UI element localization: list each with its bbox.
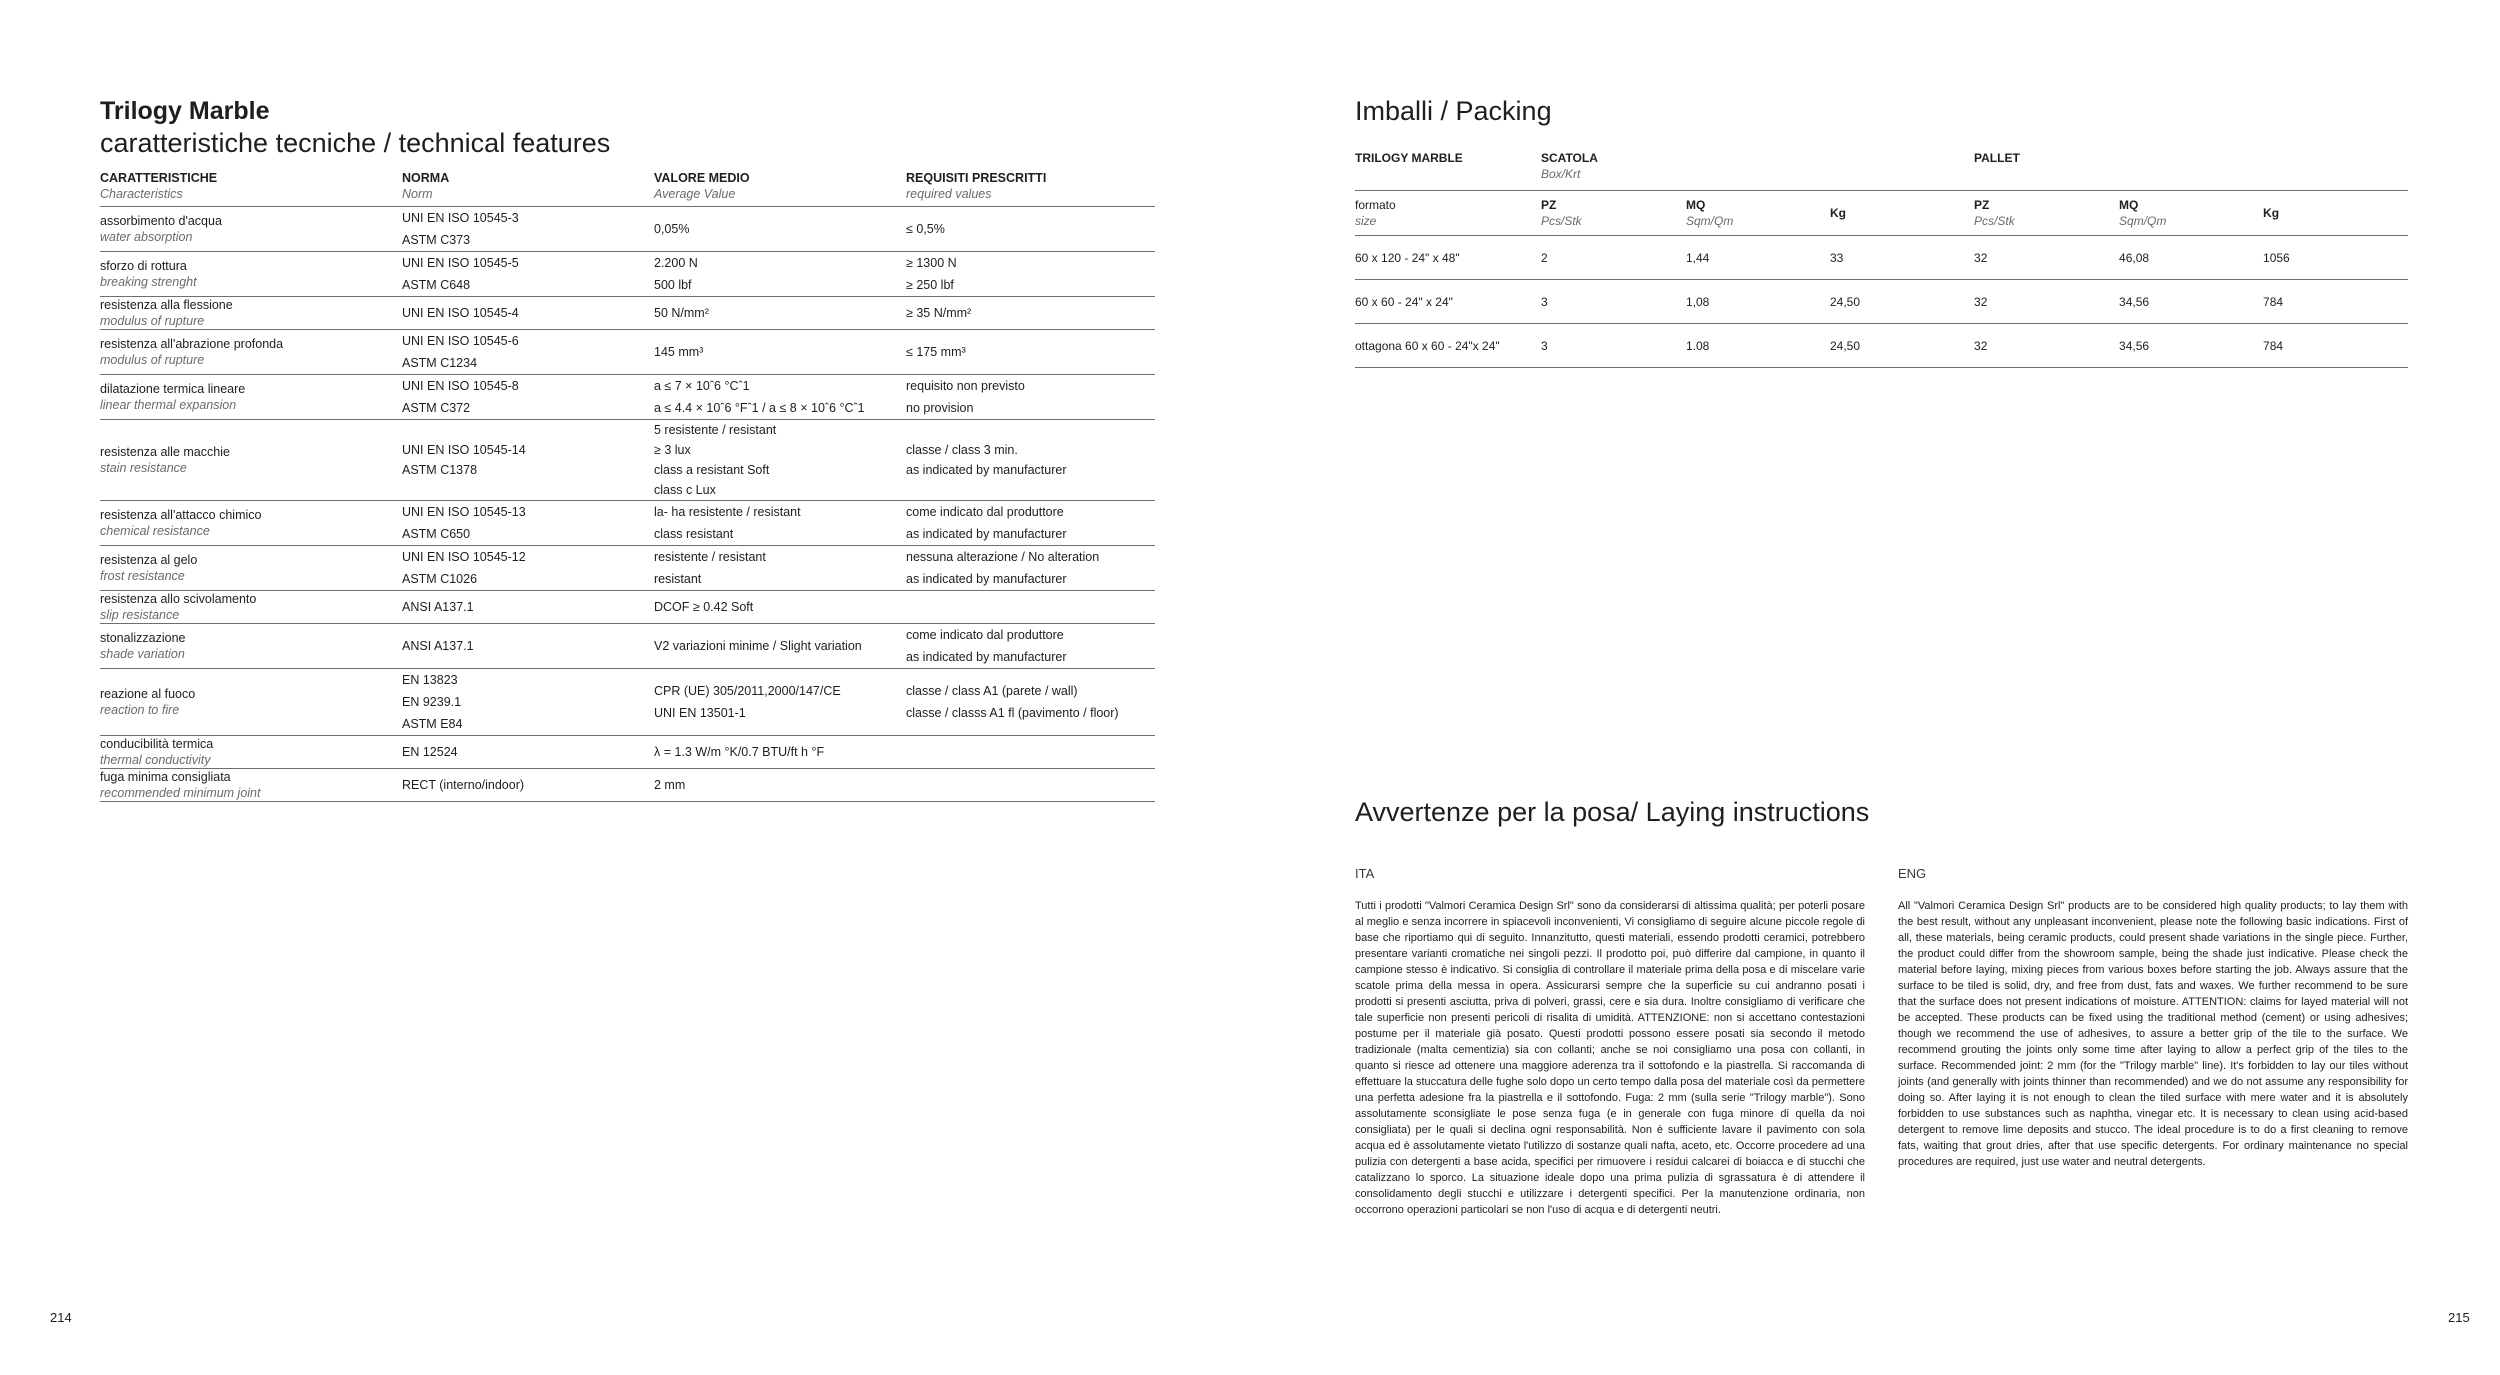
required-cell — [906, 669, 1155, 736]
value-cell — [654, 252, 906, 297]
group-box: SCATOLA Box/Krt — [1541, 151, 1598, 181]
required-cell-line: classe / classs A1 fl (pavimento / floor) — [906, 706, 1119, 720]
characteristic-it: dilatazione termica lineare — [100, 382, 246, 396]
packing-column-header-cell: MQ Sqm/Qm — [1686, 198, 1734, 228]
norm-cell — [402, 591, 654, 624]
required-cell-line: as indicated by manufacturer — [906, 650, 1067, 664]
characteristic-en: breaking strenght — [100, 275, 197, 289]
required-cell-line: as indicated by manufacturer — [906, 572, 1067, 586]
packing-cell: 33 — [1830, 250, 1844, 265]
value-cell — [654, 207, 906, 252]
required-cell-line: ≥ 1300 N — [906, 256, 957, 270]
required-cell — [906, 501, 1155, 546]
characteristic-cell — [100, 207, 402, 252]
value-cell-line: class a resistant Soft — [654, 463, 770, 477]
characteristic-en: frost resistance — [100, 569, 185, 583]
column-header-average-value: VALORE MEDIO Average Value — [654, 171, 750, 201]
value-cell-line: 2.200 N — [654, 256, 698, 270]
column-header-required-values: REQUISITI PRESCRITTI required values — [906, 171, 1047, 201]
column-header-norm: NORMA Norm — [402, 171, 450, 201]
table-row — [100, 624, 1155, 669]
norm-cell — [402, 375, 654, 420]
norm-cell — [402, 624, 654, 669]
value-cell-line: 50 N/mm² — [654, 306, 709, 320]
value-cell-line: 500 lbf — [654, 278, 692, 292]
characteristic-cell — [100, 375, 402, 420]
required-cell-line: ≤ 175 mm³ — [906, 345, 966, 359]
required-cell-line: as indicated by manufacturer — [906, 527, 1067, 541]
packing-row — [1355, 236, 2408, 280]
value-cell-line: λ = 1.3 W/m °K/0.7 BTU/ft h °F — [654, 745, 825, 759]
technical-table-header — [100, 170, 1155, 207]
value-cell-line: class c Lux — [654, 483, 716, 497]
value-cell — [654, 624, 906, 669]
norm-cell-line: ASTM C650 — [402, 527, 471, 541]
packing-column-header-cell: PZ Pcs/Stk — [1541, 198, 1582, 228]
value-cell-line: resistant — [654, 572, 702, 586]
norm-cell — [402, 669, 654, 736]
required-cell-line: come indicato dal produttore — [906, 628, 1064, 642]
packing-cell: 1,44 — [1686, 250, 1710, 265]
table-row — [100, 252, 1155, 297]
table-row — [100, 330, 1155, 375]
value-cell-line: V2 variazioni minime / Slight variation — [654, 639, 862, 653]
norm-cell-line: ASTM C1234 — [402, 356, 478, 370]
value-cell-line: resistente / resistant — [654, 550, 766, 564]
required-cell — [906, 252, 1155, 297]
value-cell-line: 5 resistente / resistant — [654, 423, 777, 437]
norm-cell-line: UNI EN ISO 10545-8 — [402, 379, 519, 393]
packing-title: Imballi / Packing — [1355, 96, 1552, 126]
required-cell — [906, 207, 1155, 252]
technical-features-subtitle: caratteristiche tecniche / technical features — [100, 128, 611, 158]
norm-cell-line: ANSI A137.1 — [402, 600, 474, 614]
packing-cell: 32 — [1974, 338, 1988, 353]
characteristic-it: stonalizzazione — [100, 631, 186, 645]
packing-group-header — [1355, 150, 2408, 191]
technical-table-body — [100, 207, 1155, 802]
norm-cell-line: UNI EN ISO 10545-3 — [402, 211, 519, 225]
norm-cell-line: UNI EN ISO 10545-5 — [402, 256, 519, 270]
value-cell-line: a ≤ 4.4 × 10ˆ6 °Fˆ1 / a ≤ 8 × 10ˆ6 °Cˆ1 — [654, 401, 865, 415]
characteristic-en: thermal conductivity — [100, 753, 211, 767]
page-number-left: 214 — [50, 1310, 72, 1325]
norm-cell-line: ASTM E84 — [402, 717, 463, 731]
characteristic-it: sforzo di rottura — [100, 259, 187, 273]
packing-column-header-cell: Kg — [1830, 206, 1846, 220]
norm-cell-line: EN 9239.1 — [402, 695, 462, 709]
packing-cell: 32 — [1974, 294, 1988, 309]
required-cell — [906, 769, 1155, 802]
norm-cell-line: ASTM C372 — [402, 401, 471, 415]
value-cell — [654, 591, 906, 624]
packing-cell: 3 — [1541, 294, 1548, 309]
group-pallet: PALLET — [1974, 151, 2020, 165]
value-cell-line: UNI EN 13501-1 — [654, 706, 746, 720]
norm-cell-line: RECT (interno/indoor) — [402, 778, 525, 792]
norm-cell-line: UNI EN ISO 10545-4 — [402, 306, 519, 320]
norm-cell-line: ASTM C1378 — [402, 463, 478, 477]
required-cell-line: as indicated by manufacturer — [906, 463, 1067, 477]
packing-cell: ottagona 60 x 60 - 24"x 24" — [1355, 338, 1500, 353]
value-cell-line: class resistant — [654, 527, 734, 541]
characteristic-cell — [100, 736, 402, 769]
required-cell-line: ≥ 35 N/mm² — [906, 306, 972, 320]
value-cell — [654, 501, 906, 546]
packing-column-header-cell: PZ Pcs/Stk — [1974, 198, 2015, 228]
required-cell — [906, 591, 1155, 624]
ita-instructions-text: Tutti i prodotti "Valmori Ceramica Design Srl" sono da considerarsi di altissima qualità; per poterli posare al meglio e senza incorrere in spiacevoli inconvenienti, Vi consigliamo di seguire alcune piccole regole di base che riportiamo qui di seguito. Innanzitutto, questi materiali, essendo prodotti ceramici, potrebbero presentare varianti cromatiche nei singoli pezzi. Il prodotto poi, può differire dal campione, in quanto il campione stesso è indicativo. Si consiglia di controllare il materiale prima della posa e di miscelare varie scatole prima della messa in opera. Assicurarsi sempre che la superficie su cui andranno posati i prodotti si presenti asciutta, priva di polveri, grassi, cere e sia dura. Inoltre consigliamo di verificare che tale superficie non presenti pericoli di risalita di umidità. ATTENZIONE: non si accettano contestazioni postume per il materiale già posato. Questi prodotti possono essere posati sia secondo il metodo tradizionale (malta cementizia) sia con collanti; anche se noi consigliamo una posa con collanti, in quanto si riesce ad ottenere una maggiore aderenza tra il sottofondo e la piastrella. Si raccomanda di effettuare la stuccatura delle fughe solo dopo un certo tempo dalla posa del materiale così da permettere una perfetta adesione fra la piastrella e il sottofondo. Fuga: 2 mm (sulla serie "Trilogy marble"). Sono assolutamente sconsigliate le pose senza fuga (e in generale con fuga minore di quella da noi consigliata) per le quali si declina ogni responsabilità. Non è sufficiente lavare il pavimento con sola acqua ed è assolutamente vietato l'utilizzo di sostanze quali nafta, aceto, etc. Occorre procedere ad una pulizia con detergenti a base acida, specifici per rimuovere i residui calcarei di boiacca e di stucchi che catalizzano lo sporco. La situazione ideale dopo una prima pulizia di sgrassatura è di attendere il consolidamento degli stucchi e utilizzare i detergenti specifici. Per la manutenzione ordinaria, non occorrono operazioni particolari se non l'uso di acqua e di detergenti neutri. — [1355, 900, 1865, 1216]
value-cell-line: 2 mm — [654, 778, 686, 792]
packing-cell: 1056 — [2263, 250, 2290, 265]
packing-column-header — [1355, 191, 2408, 236]
table-row — [100, 669, 1155, 736]
packing-cell: 1,08 — [1686, 294, 1710, 309]
value-cell — [654, 546, 906, 591]
column-header-characteristics: CARATTERISTICHE Characteristics — [100, 171, 218, 201]
packing-cell: 24,50 — [1830, 338, 1861, 353]
group-product: TRILOGY MARBLE — [1355, 151, 1463, 165]
characteristic-cell — [100, 624, 402, 669]
norm-cell-line: EN 13823 — [402, 673, 458, 687]
norm-cell — [402, 501, 654, 546]
norm-cell — [402, 207, 654, 252]
page-number-right: 215 — [2448, 1310, 2470, 1325]
characteristic-it: resistenza alla flessione — [100, 298, 233, 312]
value-cell — [654, 769, 906, 802]
norm-cell-line: UNI EN ISO 10545-13 — [402, 505, 526, 519]
value-cell — [654, 669, 906, 736]
value-cell — [654, 330, 906, 375]
table-row — [100, 297, 1155, 330]
value-cell-line: 0,05% — [654, 222, 690, 236]
required-cell-line: ≥ 250 lbf — [906, 278, 954, 292]
packing-cell: 60 x 60 - 24" x 24" — [1355, 294, 1453, 309]
packing-cell: 34,56 — [2119, 338, 2150, 353]
characteristic-it: assorbimento d'acqua — [100, 214, 222, 228]
characteristic-cell — [100, 252, 402, 297]
required-cell-line: no provision — [906, 401, 974, 415]
required-cell — [906, 297, 1155, 330]
characteristic-cell — [100, 297, 402, 330]
packing-column-header-cell: Kg — [2263, 206, 2280, 220]
characteristic-it: conducibilità termica — [100, 737, 214, 751]
norm-cell — [402, 736, 654, 769]
characteristic-en: recommended minimum joint — [100, 786, 261, 800]
value-cell — [654, 375, 906, 420]
norm-cell — [402, 252, 654, 297]
norm-cell — [402, 297, 654, 330]
characteristic-cell — [100, 669, 402, 736]
characteristic-cell — [100, 769, 402, 802]
characteristic-en: modulus of rupture — [100, 353, 205, 367]
ita-label: ITA — [1355, 866, 1375, 881]
packing-row — [1355, 280, 2408, 324]
norm-cell — [402, 330, 654, 375]
required-cell-line: requisito non previsto — [906, 379, 1025, 393]
characteristic-en: water absorption — [100, 230, 193, 244]
required-cell — [906, 736, 1155, 769]
table-row — [100, 420, 1155, 501]
value-cell — [654, 297, 906, 330]
characteristic-en: reaction to fire — [100, 703, 180, 717]
table-row — [100, 769, 1155, 802]
eng-instructions-text: All "Valmori Ceramica Design Srl" products are to be considered high quality products; to lay them with the best result, without any unpleasant inconvenient, please note the following basic indications. First of all, these materials, being ceramic products, could present shade variations in the single piece. Further, the product could differ from the showroom sample, being the shade just indicative. Please check the material before laying, mixing pieces from various boxes before starting the job. Always assure that the surface to be tiled is solid, dry, and free from dust, fats and waxes. We further recommend to be sure that the surface does not present indications of moisture. ATTENTION: claims for layed material will not be accepted. These products can be fixed using the traditional method (cement) or using adhesives; though we recommend the use of adhesives, to assure a better grip of the tile to the surface. We recommend grouting the joints only some time after laying to allow a perfect grip of the tiles to the surface. Recommended joint: 2 mm (for the "Trilogy marble" line). It's forbidden to lay our tiles without joints (and generally with joints thinner than recommended) and we do not assume any responsibility for doing so. After laying it is not enough to clean the tiled surface with mere water and it is absolutely forbidden to use substances such as naphtha, vinegar etc. It is necessary to clean using acid-based detergent to remove lime deposits and stucco. The ideal procedure is to do a first cleaning to remove fats, waiting that grout dries, after that use specific detergents. For ordinary maintenance no special procedures are required, just use water and neutral detergents. — [1898, 900, 2408, 1168]
norm-cell-line: ASTM C648 — [402, 278, 471, 292]
laying-instructions-title: Avvertenze per la posa/ Laying instructions — [1355, 797, 1870, 827]
table-row — [100, 546, 1155, 591]
required-cell — [906, 624, 1155, 669]
norm-cell — [402, 420, 654, 501]
value-cell-line: la- ha resistente / resistant — [654, 505, 801, 519]
value-cell-line: 145 mm³ — [654, 345, 704, 359]
packing-cell: 784 — [2263, 294, 2284, 309]
packing-cell: 46,08 — [2119, 250, 2150, 265]
table-row — [100, 501, 1155, 546]
characteristic-it: resistenza all'attacco chimico — [100, 508, 262, 522]
norm-cell-line: UNI EN ISO 10545-12 — [402, 550, 526, 564]
norm-cell — [402, 546, 654, 591]
characteristic-cell — [100, 546, 402, 591]
norm-cell-line: ANSI A137.1 — [402, 639, 474, 653]
characteristic-en: chemical resistance — [100, 524, 210, 538]
characteristic-en: shade variation — [100, 647, 185, 661]
characteristic-en: modulus of rupture — [100, 314, 205, 328]
characteristic-it: resistenza alle macchie — [100, 445, 230, 459]
required-cell-line: ≤ 0,5% — [906, 222, 945, 236]
norm-cell — [402, 769, 654, 802]
packing-cell: 34,56 — [2119, 294, 2150, 309]
table-row — [100, 375, 1155, 420]
packing-column-header-cell: formato size — [1355, 198, 1396, 228]
characteristic-it: resistenza allo scivolamento — [100, 592, 257, 606]
norm-cell-line: ASTM C373 — [402, 233, 471, 247]
packing-row — [1355, 324, 2408, 368]
norm-cell-line: UNI EN ISO 10545-14 — [402, 443, 526, 457]
characteristic-it: reazione al fuoco — [100, 687, 196, 701]
characteristic-it: resistenza all'abrazione profonda — [100, 337, 284, 351]
product-title: Trilogy Marble — [100, 97, 270, 125]
value-cell-line: CPR (UE) 305/2011,2000/147/CE — [654, 684, 841, 698]
characteristic-en: stain resistance — [100, 461, 187, 475]
table-row — [100, 736, 1155, 769]
packing-cell: 24,50 — [1830, 294, 1861, 309]
characteristic-en: linear thermal expansion — [100, 398, 237, 412]
required-cell — [906, 375, 1155, 420]
packing-column-header-cell: MQ Sqm/Qm — [2119, 198, 2167, 228]
required-cell-line: come indicato dal produttore — [906, 505, 1064, 519]
packing-cell: 3 — [1541, 338, 1548, 353]
packing-cell: 784 — [2263, 338, 2284, 353]
packing-cell: 32 — [1974, 250, 1988, 265]
characteristic-en: slip resistance — [100, 608, 180, 622]
required-cell-line: classe / class A1 (parete / wall) — [906, 684, 1078, 698]
characteristic-cell — [100, 591, 402, 624]
norm-cell-line: ASTM C1026 — [402, 572, 478, 586]
characteristic-cell — [100, 330, 402, 375]
characteristic-it: resistenza al gelo — [100, 553, 198, 567]
required-cell — [906, 330, 1155, 375]
value-cell-line: a ≤ 7 × 10ˆ6 °Cˆ1 — [654, 379, 750, 393]
required-cell-line: nessuna alterazione / No alteration — [906, 550, 1100, 564]
value-cell-line: ≥ 3 lux — [654, 443, 691, 457]
table-row — [100, 591, 1155, 624]
norm-cell-line: UNI EN ISO 10545-6 — [402, 334, 519, 348]
characteristic-it: fuga minima consigliata — [100, 770, 231, 784]
packing-cell: 60 x 120 - 24" x 48" — [1355, 250, 1460, 265]
packing-cell: 2 — [1541, 250, 1548, 265]
required-cell — [906, 420, 1155, 501]
required-cell — [906, 546, 1155, 591]
characteristic-cell — [100, 420, 402, 501]
right-page — [1250, 0, 2500, 1375]
value-cell — [654, 736, 906, 769]
packing-table — [1355, 150, 2408, 368]
packing-cell: 1.08 — [1686, 338, 1710, 353]
technical-features-table — [100, 170, 1155, 802]
norm-cell-line: EN 12524 — [402, 745, 458, 759]
eng-label: ENG — [1898, 866, 1927, 881]
value-cell — [654, 420, 906, 501]
table-row — [100, 207, 1155, 252]
required-cell-line: classe / class 3 min. — [906, 443, 1018, 457]
characteristic-cell — [100, 501, 402, 546]
value-cell-line: DCOF ≥ 0.42 Soft — [654, 600, 754, 614]
